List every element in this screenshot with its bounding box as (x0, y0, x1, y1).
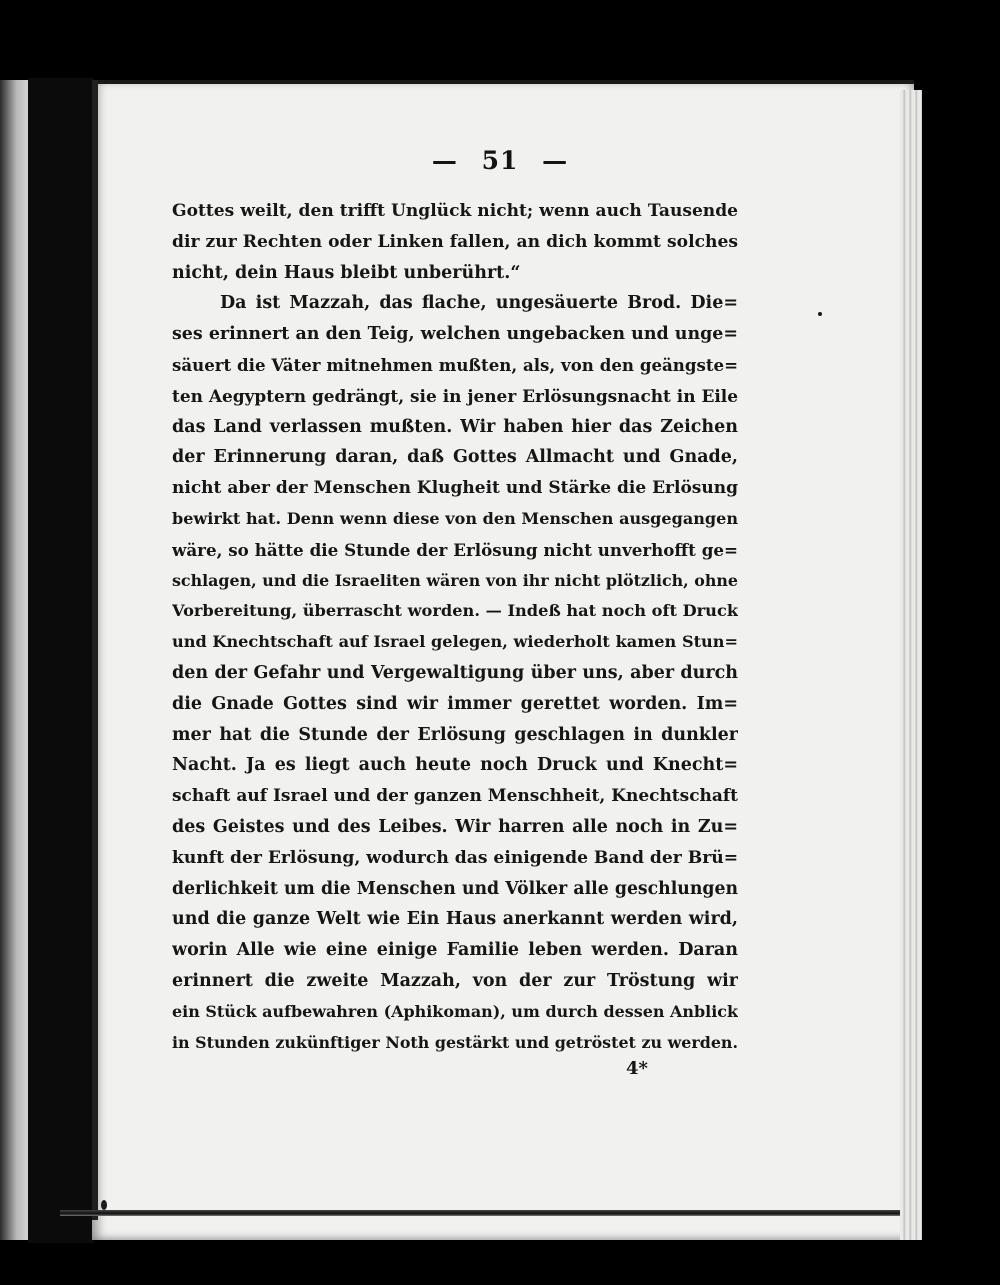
text-line: ses erinnert an den Teig, welchen ungebacken und unge= (172, 324, 738, 345)
text-line: ein Stück aufbewahren (Aphikoman), um durch dessen Anblick (172, 1001, 738, 1021)
text-line: und Knechtschaft auf Israel gelegen, wiederholt kamen Stun= (172, 632, 738, 652)
scan-speck (818, 312, 822, 316)
text-line: derlichkeit um die Menschen und Völker alle geschlungen (172, 878, 738, 899)
text-line: schaft auf Israel und der ganzen Menschheit, Knechtschaft (172, 786, 738, 807)
text-line: Vorbereitung, überrascht worden. — Indeß hat noch oft Druck (172, 601, 738, 621)
text-line: säuert die Väter mitnehmen mußten, als, von den geängste= (172, 354, 738, 375)
text-line: bewirkt hat. Denn wenn diese von den Menschen ausgegangen (172, 508, 738, 528)
text-line: Da ist Mazzah, das flache, ungesäuerte Brod. Die= (220, 293, 738, 314)
text-line: ten Aegyptern gedrängt, sie in jener Erlösungsnacht in Eile (172, 385, 738, 406)
page-number-dash-left: — (431, 146, 458, 175)
text-line: mer hat die Stunde der Erlösung geschlagen in dunkler (172, 724, 738, 745)
binding-shadow (28, 78, 94, 1243)
page-number-dash-right: — (542, 146, 569, 175)
text-line: schlagen, und die Israeliten wären von ihr nicht plötzlich, ohne (172, 570, 738, 590)
text-line: Gottes weilt, den trifft Unglück nicht; wenn auch Tausende (172, 201, 738, 221)
left-edge (92, 80, 98, 1220)
top-edge (92, 80, 914, 84)
text-line: den der Gefahr und Vergewaltigung über uns, aber durch (172, 662, 738, 683)
text-line: nicht aber der Menschen Klugheit und Stärke die Erlösung (172, 478, 738, 499)
scan-speck (101, 1200, 107, 1210)
signature-mark: 4* (626, 1058, 648, 1079)
text-line: des Geistes und des Leibes. Wir harren alle noch in Zu= (172, 816, 738, 837)
page-number-value: 51 (481, 146, 519, 175)
left-page-edge (0, 80, 30, 1240)
right-page-edges (900, 90, 922, 1240)
text-line: worin Alle wie eine einige Familie leben werden. Daran (172, 940, 738, 961)
text-line: dir zur Rechten oder Linken fallen, an dich kommt solches (172, 231, 738, 252)
bottom-edge (60, 1210, 900, 1216)
text-line: und die ganze Welt wie Ein Haus anerkannt werden wird, (172, 909, 738, 930)
text-line: wäre, so hätte die Stunde der Erlösung nicht unverhofft ge= (172, 539, 738, 560)
text-line: kunft der Erlösung, wodurch das einigende Band der Brü= (172, 847, 738, 868)
text-line: erinnert die zweite Mazzah, von der zur Tröstung wir (172, 970, 738, 991)
text-line: das Land verlassen mußten. Wir haben hier das Zeichen (172, 416, 738, 437)
text-line: Nacht. Ja es liegt auch heute noch Druck und Knecht= (172, 755, 738, 776)
text-line: in Stunden zukünftiger Noth gestärkt und getröstet zu werden. (172, 1032, 738, 1052)
text-line: nicht, dein Haus bleibt unberührt.“ (172, 262, 521, 283)
page-number (0, 146, 1000, 175)
text-line: der Erinnerung daran, daß Gottes Allmacht und Gnade, (172, 447, 738, 468)
text-line: die Gnade Gottes sind wir immer gerettet worden. Im= (172, 693, 738, 714)
body-text (172, 196, 738, 1058)
